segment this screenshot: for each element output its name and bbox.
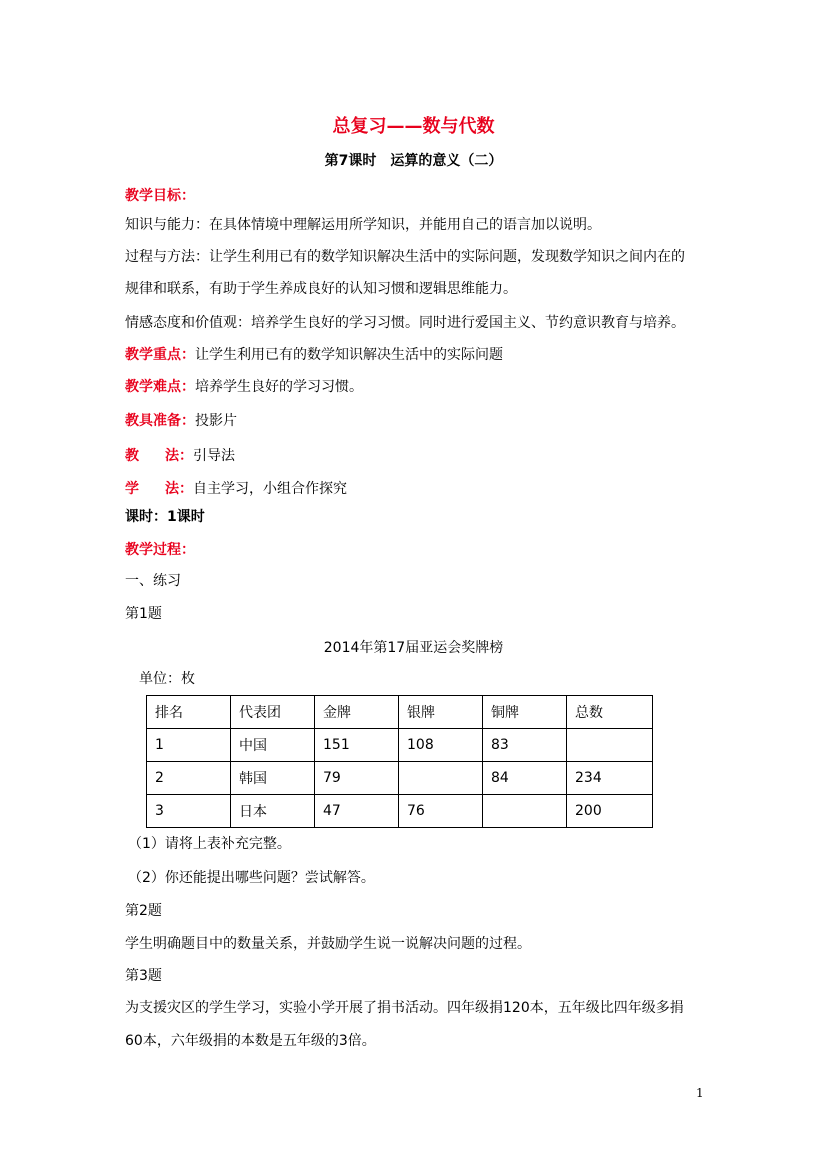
table-cell: 韩国 [231,762,315,795]
key-point-label: 教学重点： [125,347,195,363]
materials-text: 投影片 [195,413,237,429]
table-cell: 2 [147,762,231,795]
teaching-method-text: 引导法 [193,448,235,464]
header-cell: 总数 [567,696,653,729]
header-cell: 银牌 [399,696,483,729]
lesson-subtitle: 第7课时 运算的意义（二） [324,153,503,169]
table-header-row [147,696,653,729]
question-3-line2: 60本，六年级捐的本数是五年级的3倍。 [125,1033,376,1049]
table-cell: 中国 [231,729,315,762]
section-practice: 一、练习 [125,573,181,589]
objective-process-line2: 规律和联系，有助于学生养成良好的认知习惯和逻辑思维能力。 [125,281,517,297]
table-cell: 3 [147,795,231,828]
table-row [147,762,653,795]
header-cell: 排名 [147,696,231,729]
question-1-sub2: （2）你还能提出哪些问题？尝试解答。 [128,870,375,886]
table-cell: 79 [315,762,399,795]
table-row [147,729,653,762]
table-cell: 234 [567,762,653,795]
question-2-text: 学生明确题目中的数量关系，并鼓励学生说一说解决问题的过程。 [125,936,531,952]
table-cell [483,795,567,828]
table-cell: 200 [567,795,653,828]
table-cell: 84 [483,762,567,795]
teaching-method [125,446,235,466]
table-cell: 日本 [231,795,315,828]
medal-table [146,695,653,828]
materials [125,411,237,431]
key-point [125,345,503,365]
question-2-label: 第2题 [125,903,162,919]
difficulty [125,377,363,397]
table-caption: 2014年第17届亚运会奖牌榜 [323,640,504,656]
question-1-label: 第1题 [125,606,162,622]
key-point-text: 让学生利用已有的数学知识解决生活中的实际问题 [195,347,503,363]
objectives-heading: 教学目标： [125,188,195,204]
table-cell [567,729,653,762]
objective-process-line1: 过程与方法：让学生利用已有的数学知识解决生活中的实际问题，发现数学知识之间内在的 [125,249,685,265]
learning-method-label-a: 学 [125,481,139,497]
materials-label: 教具准备： [125,413,195,429]
learning-method-text: 自主学习，小组合作探究 [193,481,347,497]
table-cell: 108 [399,729,483,762]
question-1-sub1: （1）请将上表补充完整。 [128,836,291,852]
question-3-label: 第3题 [125,968,162,984]
table-cell: 76 [399,795,483,828]
learning-method-label-b: 法： [165,481,193,497]
difficulty-text: 培养学生良好的学习习惯。 [195,379,363,395]
class-hours: 课时：1课时 [125,509,205,525]
table-cell: 151 [315,729,399,762]
objective-emotion: 情感态度和价值观：培养学生良好的学习习惯。同时进行爱国主义、节约意识教育与培养。 [125,315,685,331]
header-cell: 金牌 [315,696,399,729]
difficulty-label: 教学难点： [125,379,195,395]
teaching-method-label-a: 教 [125,448,139,464]
table-unit: 单位：枚 [139,671,195,687]
table-cell: 1 [147,729,231,762]
document-title: 总复习——数与代数 [332,116,495,137]
learning-method [125,479,347,499]
objective-knowledge: 知识与能力：在具体情境中理解运用所学知识，并能用自己的语言加以说明。 [125,217,601,233]
table-cell: 47 [315,795,399,828]
header-cell: 铜牌 [483,696,567,729]
page-number: 1 [696,1086,704,1100]
table-cell [399,762,483,795]
question-3-line1: 为支援灾区的学生学习，实验小学开展了捐书活动。四年级捐120本，五年级比四年级多捐 [125,1000,684,1016]
process-heading: 教学过程： [125,542,195,558]
teaching-method-label-b: 法： [165,448,193,464]
header-cell: 代表团 [231,696,315,729]
table-cell: 83 [483,729,567,762]
table-row [147,795,653,828]
